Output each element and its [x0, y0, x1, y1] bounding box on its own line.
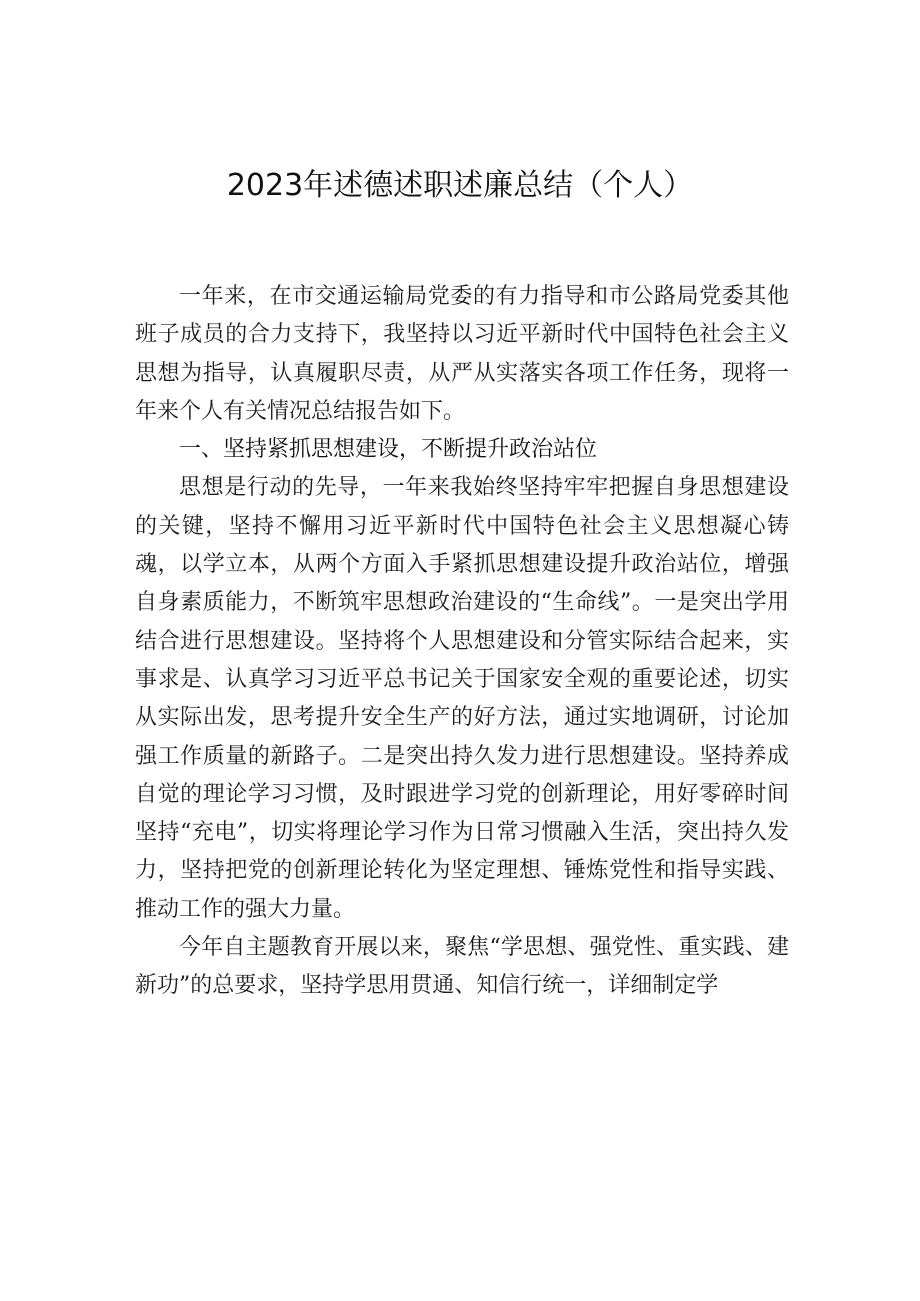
document-title: 2023年述德述职述廉总结（个人） — [226, 168, 694, 203]
section-1-paragraph-2: 今年自主题教育开展以来，聚焦“学思想、强党性、重实践、建新功”的总要求，坚持学思用贯通、知信行统一，详细制定学 — [135, 935, 789, 999]
intro-paragraph: 一年来，在市交通运输局党委的有力指导和市公路局党委其他班子成员的合力支持下，我坚持以习近平新时代中国特色社会主义思想为指导，认真履职尽责，从严从实落实各项工作任务，现将一年来个人有关情况总结报告如下。 — [135, 284, 789, 424]
section-1-paragraph-1: 思想是行动的先导，一年来我始终坚持牢牢把握自身思想建设的关键，坚持不懈用习近平新时代中国特色社会主义思想凝心铸魂，以学立本，从两个方面入手紧抓思想建设提升政治站位，增强自身素质能力，不断筑牢思想政治建设的“生命线”。一是突出学用结合进行思想建设。坚持将个人思想建设和分管实际结合起来，实事求是、认真学习习近平总书记关于国家安全观的重要论述，切实从实际出发，思考提升安全生产的好方法，通过实地调研，讨论加强工作质量的新路子。二是突出持久发力进行思想建设。坚持养成自觉的理论学习习惯，及时跟进学习党的创新理论，用好零碎时间坚持“充电”，切实将理论学习作为日常习惯融入生活，突出持久发力，坚持把党的创新理论转化为坚定理想、锤炼党性和指导实践、推动工作的强大力量。 — [135, 475, 789, 922]
document-body — [135, 278, 789, 1006]
section-heading-1: 一、坚持紧抓思想建设，不断提升政治站位 — [179, 437, 598, 463]
